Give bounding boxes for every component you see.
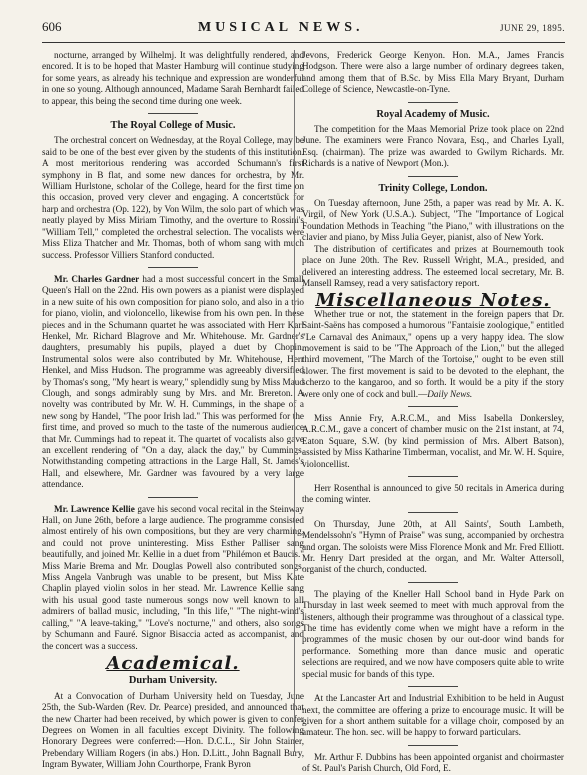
issue-date: JUNE 29, 1895. bbox=[500, 23, 565, 33]
misc-paragraph-all-saints: On Thursday, June 20th, at All Saints', South Lambeth, Mendelssohn's "Hymn of Praise" was sung, accompanied by orchestra and organ. The soloists were Miss Florence Monk and Mr. Fred Elliott. Mr. Henry Dart presided at the organ, and Mr. Walter Attersoll, organist of the church, conducted. bbox=[302, 518, 564, 575]
section-divider bbox=[148, 497, 198, 498]
ram-heading: Royal Academy of Music. bbox=[376, 108, 490, 120]
section-divider bbox=[408, 686, 458, 687]
quote-source: Daily News. bbox=[427, 388, 473, 399]
misc-paragraph-saint-saens bbox=[302, 309, 564, 400]
durham-heading: Durham University. bbox=[128, 675, 218, 687]
trinity-paragraph-2: The distribution of certificates and prizes at Bournemouth took place on June 20th. The Rev. Russell Wright, M.A., presided, and delivered an interesting address. The esteemed local secretary, Mr. B. Mansell Ramsey, read a very satisfactory report. bbox=[302, 243, 564, 288]
rcm-heading: The Royal College of Music. bbox=[110, 120, 236, 132]
kellie-paragraph bbox=[42, 504, 304, 652]
page-header bbox=[42, 19, 565, 39]
misc-paragraph-fry: Miss Annie Fry, A.R.C.M., and Miss Isabella Donkersley, A.R.C.M., gave a concert of chamber music on the 21st instant, at 74, Eaton Square, S.W. (by kind permission of Mrs. Albert Batson), assisted by Miss Katharine Timberman, vocalist, and Mr. W. H. Squire, violoncellist. bbox=[302, 412, 564, 469]
misc-paragraph-lancaster: At the Lancaster Art and Industrial Exhibition to be held in August next, the committee are offering a prize to encourage music. It will be given for a short anthem suitable for a village choir, composed by an amateur. The hon. sec. will be happy to forward particulars. bbox=[302, 693, 564, 738]
kellie-text: gave his second vocal recital in the Steinway Hall, on June 26th, before a large audience. The programme consisted almost entirely of his own compositions, but they are very charming, and could not prove uninteresting. Miss Esther Palliser sang beautifully, and joined Mr. Kellie in a duet from "Philémon et Baucis." Miss Marie Brema and Mr. Douglas Powell also contributed songs. Miss Angela Vanbrugh was unable to be present, but Miss Kate Chaplin played violin solos in her stead. Mr. Lawrence Kellie sang with his usual good taste numerous songs now well known to all admirers of ballad music, including, "In this life," "The night-wind's calling," "A leave-taking," "Love's nocturne," and others, also songs by Schumann and Fauré. Signor Bisaccia acted as accompanist, and the concert was a success. bbox=[42, 503, 304, 651]
section-divider bbox=[148, 267, 198, 268]
page-number: 606 bbox=[42, 19, 62, 34]
trinity-heading: Trinity College, London. bbox=[378, 182, 488, 194]
trinity-paragraph-1: On Tuesday afternoon, June 25th, a paper was read by Mr. A. K. Virgil, of New York (U.S.A.). Subject, "The "Importance of Logical Foundation Methods in Teaching "the Piano," with illustrations on the clavier and piano, by Miss Julia Geyer, pianist, also of New York. bbox=[302, 198, 564, 243]
section-divider bbox=[408, 176, 458, 177]
gardner-lead: Mr. Charles Gardner bbox=[54, 273, 140, 284]
misc-paragraph-dubbins: Mr. Arthur F. Dubbins has been appointed organist and choirmaster of St. Paul's Parish Church, Old Ford, E. bbox=[302, 751, 564, 774]
gardner-text: had a most successful concert in the Small Queen's Hall on the 22nd. His own powers as a pianist were displayed in a new suite of his own composition for piano solo, and also in a trio for piano, violin, and violoncello, likewise from his own pen. In these pieces and in the Schumann quartet he was associated with Herr Karl Henkel, Mr. Richard Blagrove and Mr. Whitehouse. Mr. Gardner's daughters, presumably his pupils, played a duet by Chopin. Instrumental solos were also contributed by Mr. Whitehouse, Herr Henkel, and Miss Hudson. The programme was agreeably diversified by Thomas's song, "My heart is weary," splendidly sung by Miss Maud Clough, and songs admirably sung by Mrs. and Mr. Brereton. A novelty was contributed by Mr. W. H. Cummings, in the shape of a new song by Handel, "The poor Irish lad." This was performed for the first time, and proved so much to the taste of the numerous audience that Mr. Cummings had to repeat it. The quartet of vocalists also gave an excellent rendering of "On a day, alack the day," by Cummings. Notwithstanding competing attractions in the Large Hall, St. James's Hall, and elsewhere, Mr. Gardner was favoured by a very large attendance. bbox=[42, 273, 304, 490]
misc-notes-heading: Miscellaneous Notes. bbox=[315, 290, 551, 312]
running-title: MUSICAL NEWS. bbox=[197, 20, 364, 35]
misc-paragraph-rosenthal: Herr Rosenthal is announced to give 50 recitals in America during the coming winter. bbox=[302, 483, 564, 505]
section-divider bbox=[408, 582, 458, 583]
durham-paragraph: At a Convocation of Durham University held on Tuesday, June 25th, the Sub-Warden (Rev. Dr. Pearce) presided, and announced that the new Charter had been received, by which power is given to confer Degrees on Women in all faculties except Divinity. The following Honorary Degrees were conferred:—Hon. D.C.L., Sir John Stainer, Prebendary William Rogers (in abs.) Hon. D.Litt., John Bagnall Bury, Ingram Bywater, William John Courthorpe, Frank Byron bbox=[42, 690, 304, 770]
section-divider bbox=[408, 476, 458, 477]
left-column bbox=[42, 50, 304, 771]
intro-paragraph: nocturne, arranged by Wilhelmj. It was delightfully rendered, and encored. It is to be hoped that Master Hamburg will continue studying for some years, as already his technique and expression are wonderful in one so young. Although announced, Madame Sarah Bernhardt failed to appear, this being the second time during one week. bbox=[42, 50, 304, 106]
misc-text: Whether true or not, the statement in the foreign papers that Dr. Saint-Saëns has composed a humorous "Fantaisie zoologique," entitled "Le Carnaval des Animaux," opens up a very happy idea. The slow movement is said to be "The Approach of the Lion," but the alleged third movement, "The March of the Tortoise," ought to be even still slower. The first movement is said to be devoted to the elephant, the scherzo to the kangaroo, and so forth. It would be a pity if the story were only one of cock and bull.— bbox=[302, 308, 564, 399]
section-divider bbox=[408, 745, 458, 746]
misc-paragraph-kneller-hall: The playing of the Kneller Hall School band in Hyde Park on Thursday in last week seemed to meet with much approval from the listeners, although their programme was throughout of a classical type. The time has evidently come when we might have a reform in the programmes of the music chosen by our out-door wind bands for performance. Something more than dance music and operatic selections are required, and we now have composers quite able to write special music for bands of this type. bbox=[302, 588, 564, 679]
section-divider bbox=[408, 406, 458, 407]
section-divider bbox=[148, 113, 198, 114]
rcm-paragraph: The orchestral concert on Wednesday, at the Royal College, may be said to be one of the best ever given by the students of this institution. A most meritorious rendering was accorded Schumann's first symphony in B flat, and some new dances for orchestra, by Mr. William Hurlstone, scholar of the College, heard for the first time on this occasion, proved very clever and engaging. A concertstück for harp and orchestra (Op. 122), by Von Wilm, the solo part of which was neatly played by Miss Miriam Timothy, and the overture to Rossini's "William Tell," completed the orchestral selection. The vocalists were Miss Eliza Thatcher and Mr. Thomas, both of whom sang with much success. Professor Villiers Stanford conducted. bbox=[42, 135, 304, 260]
header-rule bbox=[42, 42, 565, 43]
section-divider bbox=[408, 512, 458, 513]
durham-continued: Jevons, Frederick George Kenyon. Hon. M.A., James Francis Hodgson. There were also a large number of ordinary degrees taken, and among them that of B.Sc. by Miss Ella Mary Bryant, Durham College of Science, Newcastle-on-Tyne. bbox=[302, 50, 564, 95]
ram-paragraph: The competition for the Maas Memorial Prize took place on 22nd June. The examiners were Franco Novara, Esq., and Charles Lyall, Esq. (chairman). The prize was awarded to Gwilym Richards. Mr. Richards is a native of Newport (Mon.). bbox=[302, 124, 564, 169]
right-column bbox=[302, 50, 564, 775]
kellie-lead: Mr. Lawrence Kellie bbox=[54, 503, 135, 514]
column-divider bbox=[294, 50, 295, 752]
academical-heading: Academical. bbox=[106, 652, 240, 674]
gardner-paragraph bbox=[42, 274, 304, 491]
section-divider bbox=[408, 102, 458, 103]
